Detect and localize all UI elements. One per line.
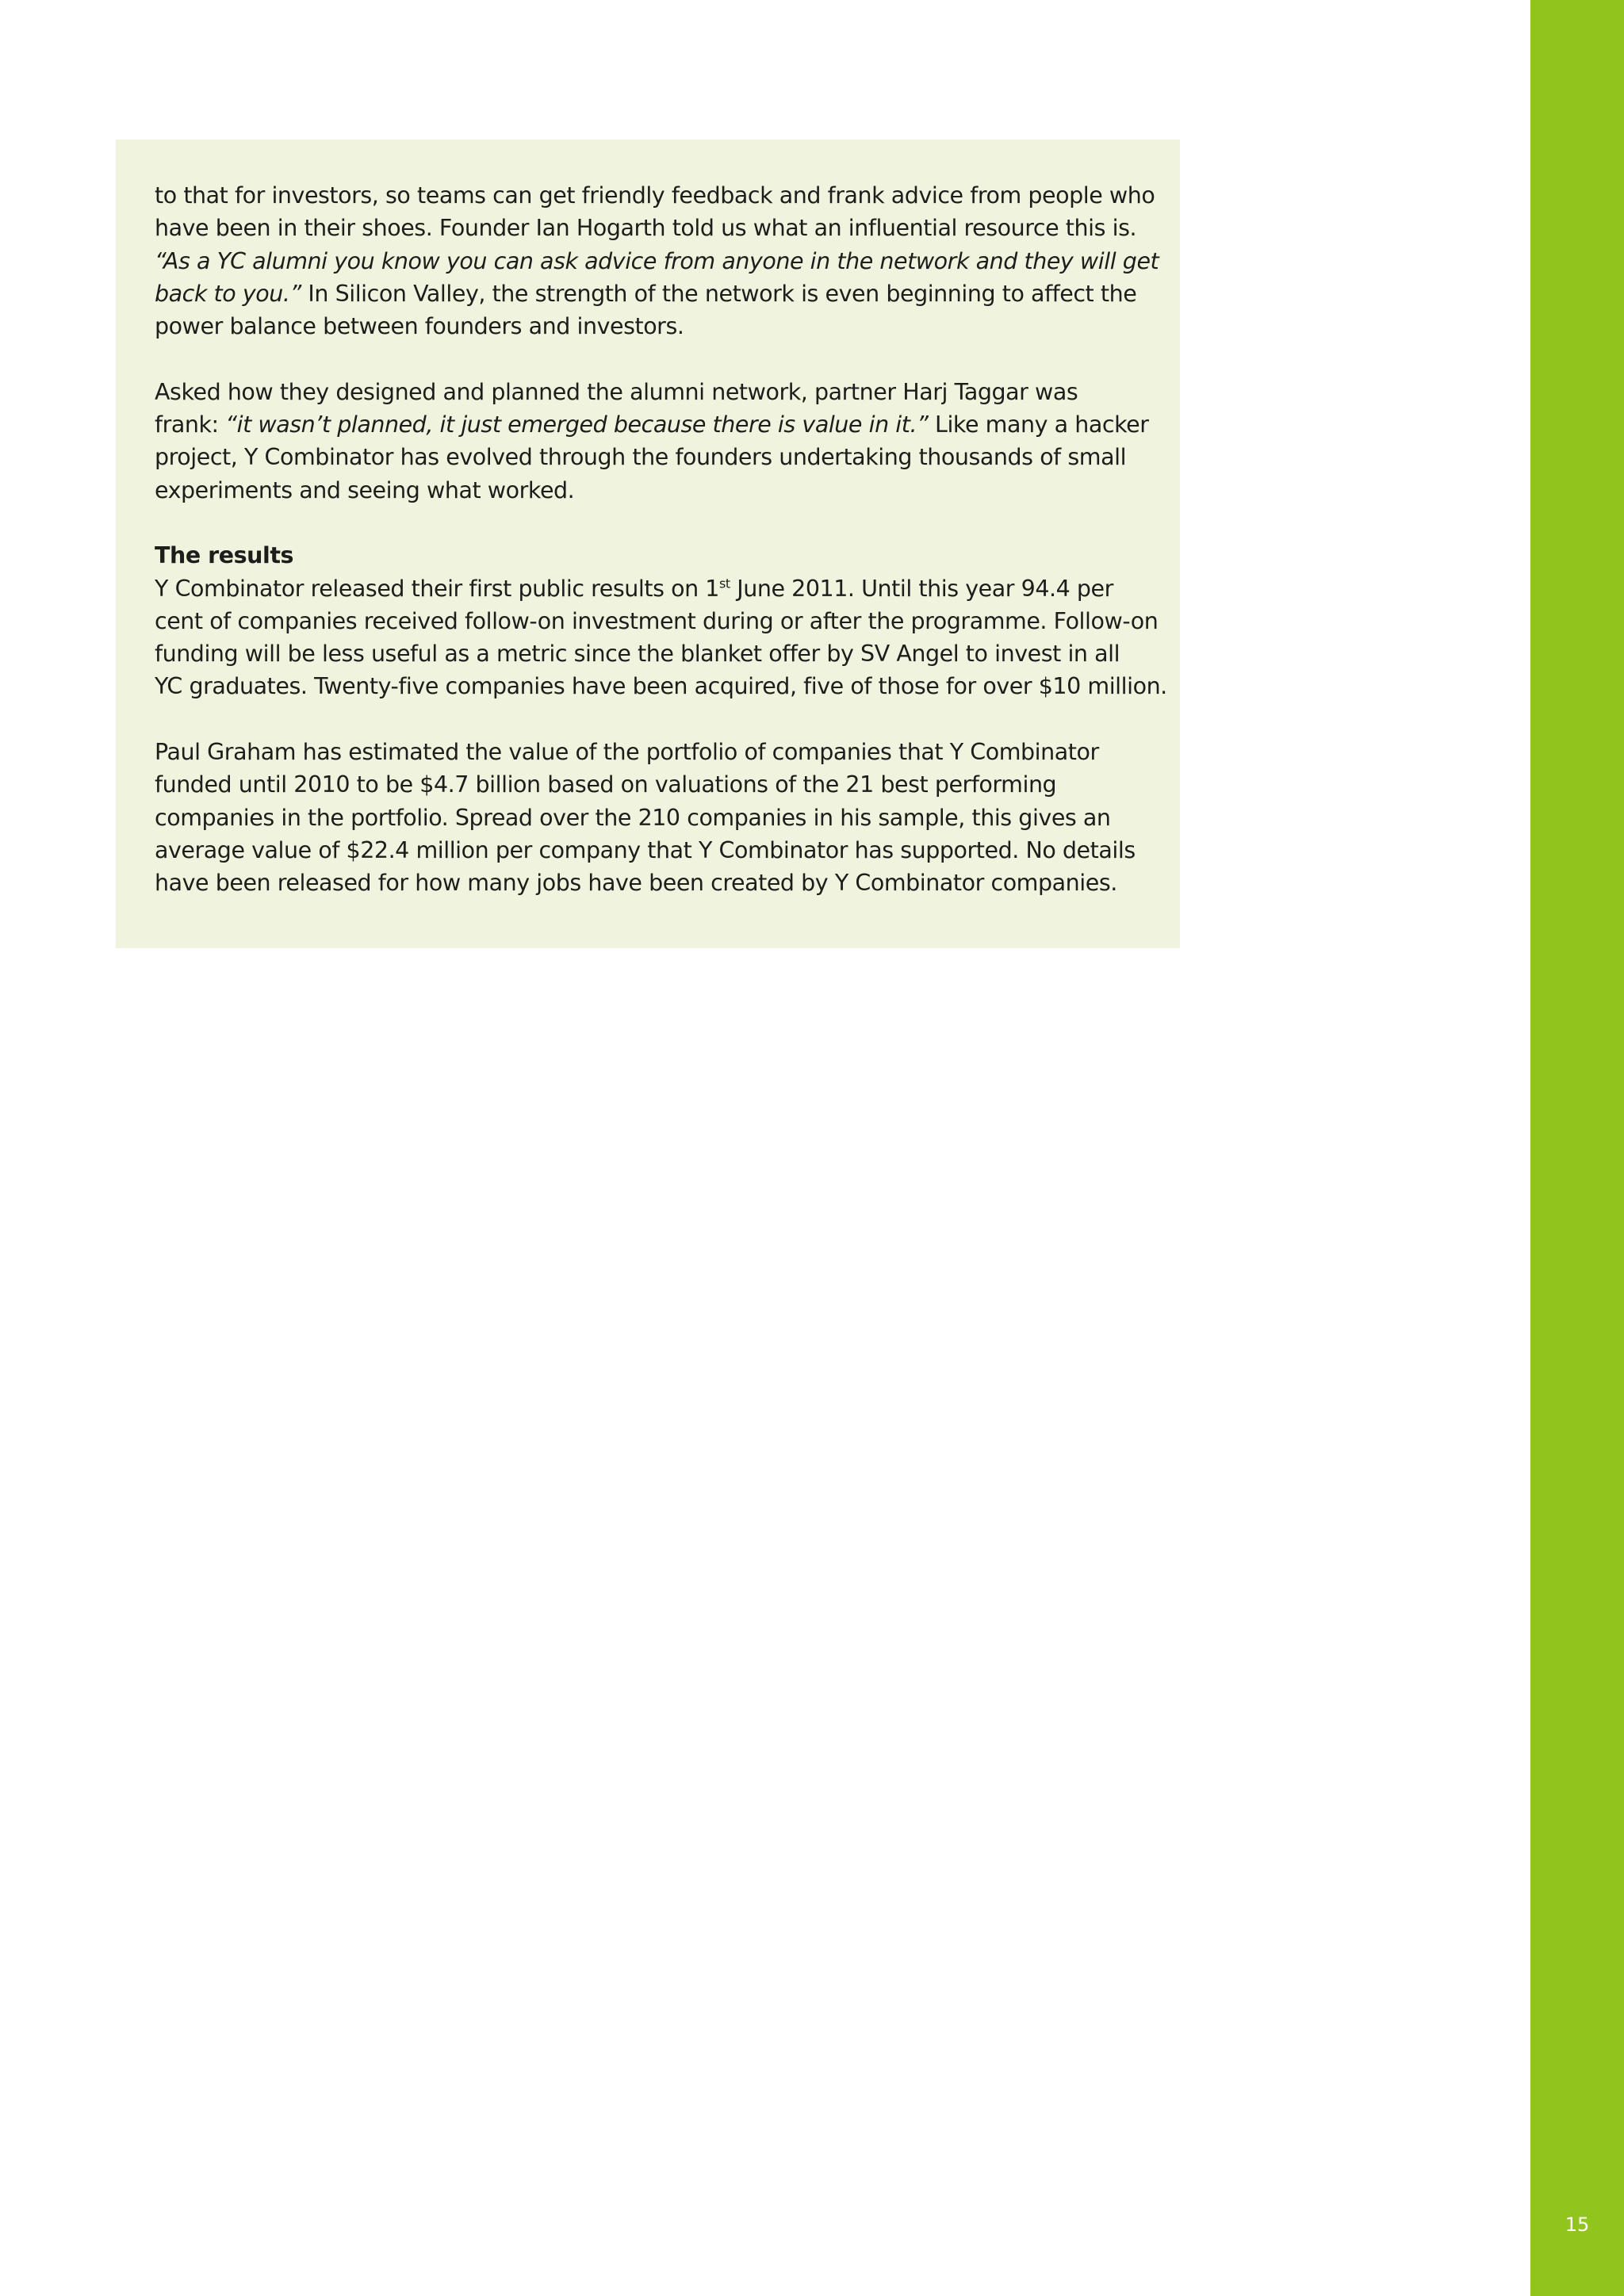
green-sidebar (1530, 0, 1624, 2296)
paragraph-results (155, 539, 1167, 702)
text-line (155, 277, 1148, 310)
text-fragment: frank: (155, 411, 226, 438)
text-line: power balance between founders and investors. (155, 313, 684, 340)
paragraph-portfolio-value (155, 736, 1148, 899)
text-line: cent of companies received follow-on investment during or after the programme. Follow-on (155, 607, 1159, 634)
text-fragment: In Silicon Valley, the strength of the network is even beginning to affect the (301, 280, 1137, 307)
quote-line: “As a YC alumni you know you can ask advice from anyone in the network and they will get (155, 247, 1159, 274)
section-heading: The results (155, 542, 294, 569)
text-fragment: June 2011. Until this year 94.4 per (730, 575, 1113, 602)
text-line: average value of $22.4 million per company that Y Combinator has supported. No details (155, 836, 1136, 863)
text-line: have been released for how many jobs have been created by Y Combinator companies. (155, 870, 1117, 897)
text-fragment: Like many a hacker (928, 411, 1149, 438)
text-line (155, 408, 1148, 441)
text-line (155, 572, 1148, 605)
text-line: Paul Graham has estimated the value of the portfolio of companies that Y Combinator (155, 739, 1099, 766)
text-line: YC graduates. Twenty-five companies have been acquired, five of those for over $10 million. (155, 673, 1167, 700)
text-line: project, Y Combinator has evolved through the founders undertaking thousands of small (155, 444, 1127, 471)
quote-fragment: “it wasn’t planned, it just emerged because there is value in it.” (225, 411, 929, 438)
text-line: to that for investors, so teams can get friendly feedback and frank advice from people who (155, 182, 1155, 209)
text-line: funded until 2010 to be $4.7 billion based on valuations of the 21 best performing (155, 771, 1057, 798)
content-box (116, 140, 1180, 948)
text-line: experiments and seeing what worked. (155, 476, 575, 503)
text-line: funding will be less useful as a metric since the blanket offer by SV Angel to invest in all (155, 641, 1120, 668)
text-fragment: Y Combinator released their first public results on 1 (155, 575, 719, 602)
text-line: companies in the portfolio. Spread over the 210 companies in his sample, this gives an (155, 804, 1111, 831)
quote-fragment: back to you.” (155, 280, 301, 307)
page-number: 15 (1565, 2214, 1590, 2236)
superscript: st (718, 576, 730, 591)
text-line: Asked how they designed and planned the alumni network, partner Harj Taggar was (155, 378, 1078, 405)
paragraph-alumni-network (155, 179, 1159, 342)
text-line: have been in their shoes. Founder Ian Hogarth told us what an influential resource this is. (155, 215, 1137, 242)
paragraph-harj-taggar (155, 376, 1148, 507)
